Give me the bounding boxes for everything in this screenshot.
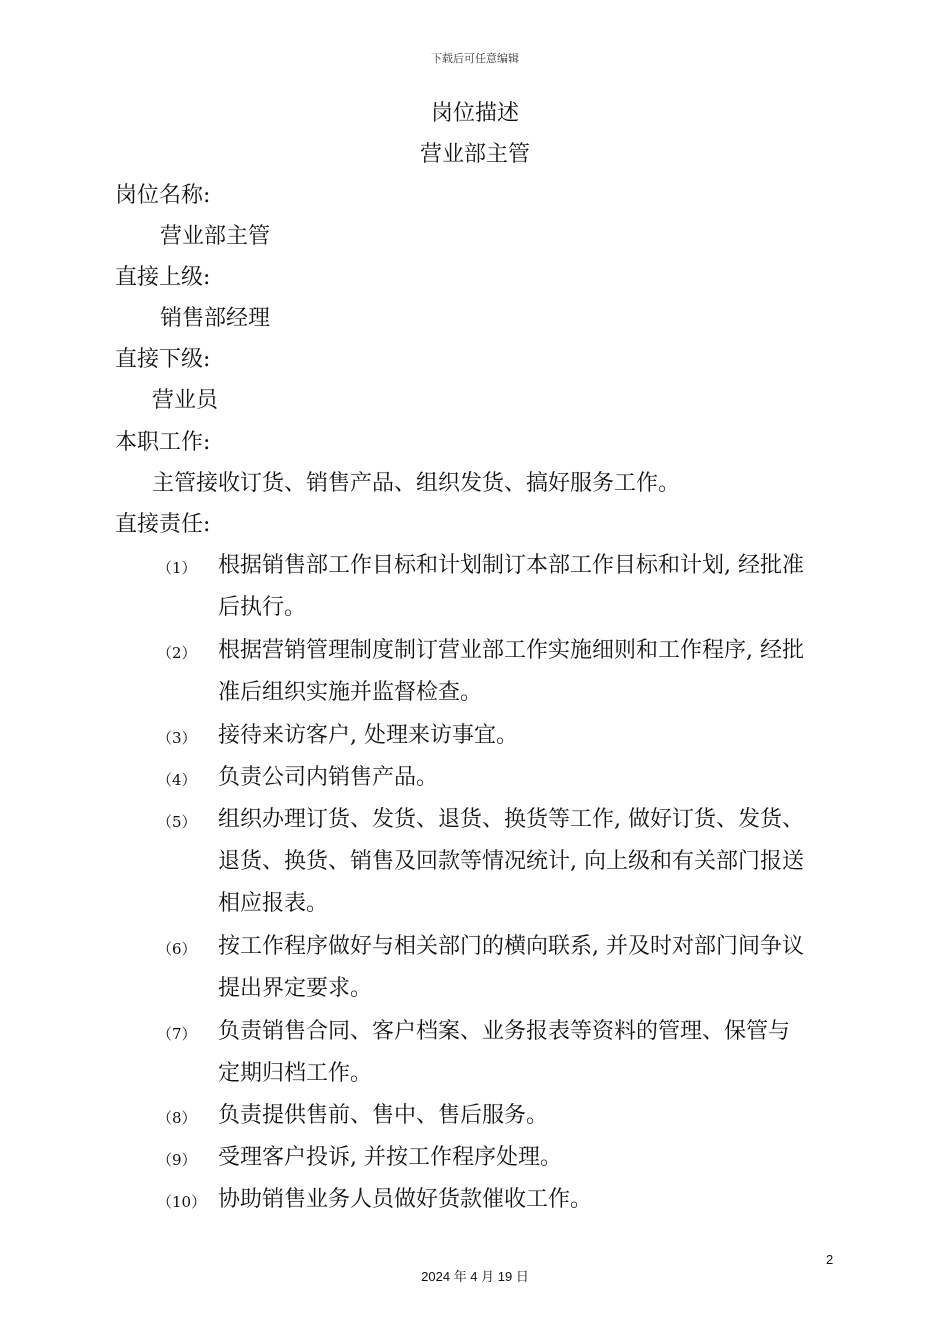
responsibility-text [218, 545, 838, 629]
responsibility-text [218, 1137, 838, 1179]
responsibility-number: （5） [157, 813, 197, 831]
responsibility-line: 定期归档工作。 [218, 1061, 373, 1086]
responsibility-line: 按工作程序做好与相关部门的横向联系, 并及时对部门间争议 [218, 934, 804, 959]
page-header-note: 下载后可任意编辑 [431, 52, 519, 65]
responsibility-line: 根据销售部工作目标和计划制订本部工作目标和计划, 经批准 [218, 553, 804, 578]
responsibility-line: 接待来访客户, 处理来访事宜。 [218, 723, 518, 748]
responsibility-line: 组织办理订货、发货、退货、换货等工作, 做好订货、发货、 [218, 807, 804, 832]
responsibility-number: （7） [157, 1025, 197, 1043]
responsibility-number: （1） [157, 559, 197, 577]
superior-value: 销售部经理 [160, 306, 271, 331]
responsibility-text [218, 926, 838, 1010]
document-title: 岗位描述 [430, 101, 519, 126]
responsibility-text [218, 1095, 838, 1137]
responsibility-number: （4） [157, 771, 197, 789]
responsibility-text [218, 1011, 838, 1095]
page-footer-date: 2024 年 4 月 19 日 [421, 1269, 529, 1284]
responsibility-line: 受理客户投诉, 并按工作程序处理。 [218, 1145, 562, 1170]
responsibility-line: 准后组织实施并监督检查。 [218, 680, 483, 705]
duty-value: 主管接收订货、销售产品、组织发货、搞好服务工作。 [152, 471, 681, 496]
responsibility-text [218, 630, 838, 714]
duty-label: 本职工作: [115, 430, 211, 455]
responsibility-line: 负责销售合同、客户档案、业务报表等资料的管理、保管与 [218, 1019, 791, 1044]
responsibility-number: （3） [157, 729, 197, 747]
responsibility-line: 负责公司内销售产品。 [218, 765, 439, 790]
document-subtitle: 营业部主管 [419, 142, 530, 167]
responsibility-text [218, 1179, 838, 1221]
responsibility-number: （8） [157, 1109, 197, 1127]
responsibility-number: （6） [157, 940, 197, 958]
responsibility-line: 提出界定要求。 [218, 976, 373, 1001]
position-name-label: 岗位名称: [115, 183, 211, 208]
responsibility-label: 直接责任: [115, 512, 211, 537]
responsibility-line: 负责提供售前、售中、售后服务。 [218, 1103, 549, 1128]
responsibility-text [218, 799, 838, 925]
subordinate-value: 营业员 [152, 388, 219, 413]
superior-label: 直接上级: [115, 265, 211, 290]
responsibility-line: 相应报表。 [218, 891, 329, 916]
responsibility-text [218, 757, 838, 799]
responsibility-number: （2） [157, 644, 197, 662]
responsibility-number: （10） [157, 1193, 207, 1211]
responsibility-line: 退货、换货、销售及回款等情况统计, 向上级和有关部门报送 [218, 849, 804, 874]
subordinate-label: 直接下级: [115, 347, 211, 372]
responsibility-line: 后执行。 [218, 595, 307, 620]
position-name-value: 营业部主管 [160, 224, 271, 249]
page-number: 2 [826, 1252, 834, 1267]
responsibility-number: （9） [157, 1151, 197, 1169]
responsibility-line: 根据营销管理制度制订营业部工作实施细则和工作程序, 经批 [218, 638, 804, 663]
responsibility-text [218, 715, 838, 757]
responsibility-line: 协助销售业务人员做好货款催收工作。 [218, 1187, 593, 1212]
